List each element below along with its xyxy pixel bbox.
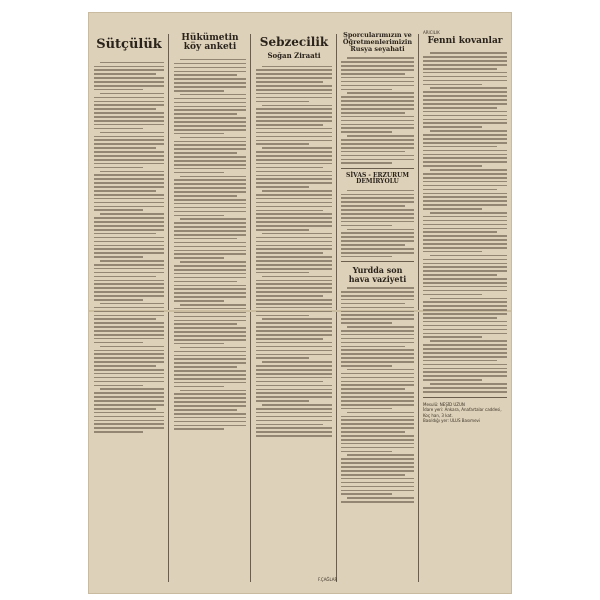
article-title: Sütçülük bbox=[96, 37, 162, 52]
section-label: ARICILIK bbox=[423, 30, 440, 35]
article-subtitle: Soğan Ziraati bbox=[267, 50, 321, 60]
imprint-address: İdare yeri: Ankara, Anafartalar caddesi, Koç han, 3 kat. bbox=[423, 407, 502, 418]
section-divider bbox=[341, 261, 414, 262]
section-body bbox=[341, 190, 414, 258]
article-title: Fenni kovanlar bbox=[427, 36, 503, 46]
article-sebzecilik bbox=[256, 30, 332, 586]
article-body bbox=[256, 66, 332, 437]
article-fenni-kovanlar bbox=[423, 30, 507, 586]
article-title: Sebzecilik bbox=[259, 35, 329, 49]
column-rule bbox=[418, 34, 419, 582]
article-body bbox=[94, 62, 164, 433]
article-sutculuk bbox=[94, 30, 164, 586]
article-rusya-seyahati bbox=[341, 30, 414, 586]
article-body bbox=[341, 57, 414, 164]
imprint-divider bbox=[423, 397, 507, 398]
section-heading-yurd: Yurdda son hava vaziyeti bbox=[348, 265, 407, 284]
author-signature: F.ÇAĞLAR bbox=[318, 577, 338, 582]
column-rule bbox=[336, 34, 337, 582]
column-rule bbox=[168, 34, 169, 582]
section-divider bbox=[341, 168, 414, 169]
imprint-printer: Basıldığı yer: ULUS Basımevi bbox=[423, 418, 481, 424]
column-rule bbox=[250, 34, 251, 582]
section-body bbox=[341, 287, 414, 503]
article-body bbox=[174, 59, 246, 430]
article-title: Sporcularımızın ve Öğretmenlerimizin Rusya seyahati bbox=[342, 31, 413, 53]
imprint bbox=[423, 402, 507, 424]
article-koy-anketi bbox=[174, 30, 246, 586]
imprint-editor: Mesulü: NEŞİD UZUN bbox=[423, 401, 465, 407]
article-body bbox=[423, 52, 507, 392]
section-heading-sivas: SİVAS - ERZURUM DEMİRYOLU bbox=[345, 172, 410, 186]
newspaper-sheet bbox=[88, 12, 512, 594]
article-title: Hükümetin köy anketi bbox=[181, 33, 239, 53]
